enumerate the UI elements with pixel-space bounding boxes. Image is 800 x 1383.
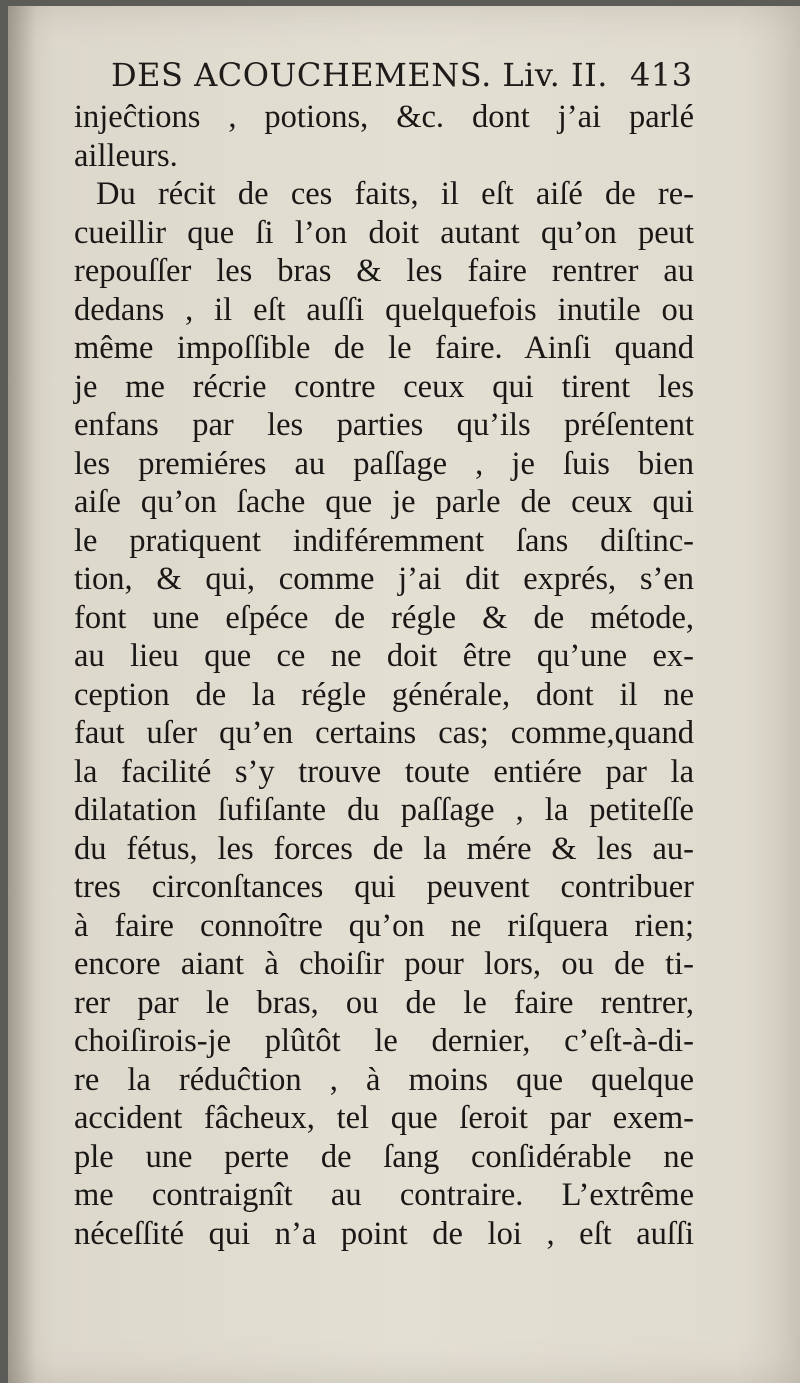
- text-line: re la réduĉtion , à moins que quelque: [74, 1061, 694, 1098]
- text-line: du fétus, les forces de la mére & les au-: [74, 830, 694, 867]
- text-line: les premiéres au paſſage , je ſuis bien: [74, 445, 694, 482]
- book-page: [8, 6, 800, 1383]
- running-header: [111, 56, 701, 94]
- body-text: [74, 98, 694, 1253]
- page-number: 413: [629, 56, 693, 94]
- text-line: encore aiant à choiſir pour lors, ou de ti-: [74, 946, 694, 982]
- running-title: DES ACOUCHEMENS. Liv. II.: [111, 56, 608, 94]
- text-line: au lieu que ce ne doit être qu’une ex-: [74, 638, 694, 674]
- text-line: cueillir que ſi l’on doit autant qu’on peut: [74, 214, 694, 251]
- text-line: Du récit de ces faits, il eſt aiſé de re-: [96, 176, 694, 212]
- text-line: le pratiquent indiféremment ſans diſtinc-: [74, 522, 694, 559]
- text-line: néceſſité qui n’a point de loi , eſt auſſi: [74, 1215, 694, 1252]
- text-line: à faire connoître qu’on ne riſquera rien;: [74, 907, 694, 944]
- text-line: aiſe qu’on ſache que je parle de ceux qui: [74, 484, 694, 520]
- text-line: dedans , il eſt auſſi quelquefois inutile ou: [74, 291, 694, 328]
- text-line: injeĉtions , potions, &c. dont j’ai parlé: [74, 99, 694, 135]
- text-line: tion, & qui, comme j’ai dit exprés, s’en: [74, 561, 694, 597]
- text-line: ailleurs.: [74, 137, 178, 174]
- text-line: font une eſpéce de régle & de métode,: [74, 599, 694, 636]
- text-line: me contraignît au contraire. L’extrême: [74, 1177, 694, 1213]
- text-line: même impoſſible de le faire. Ainſi quand: [74, 330, 694, 366]
- text-line: rer par le bras, ou de le faire rentrer,: [74, 984, 694, 1021]
- text-line: dilatation ſufiſante du paſſage , la petiteſſe: [74, 792, 694, 828]
- text-line: ple une perte de ſang conſidérable ne: [74, 1138, 694, 1175]
- text-line: tres circonſtances qui peuvent contribuer: [74, 869, 694, 905]
- text-line: accident fâcheux, tel que ſeroit par exem-: [74, 1100, 694, 1136]
- text-line: je me récrie contre ceux qui tirent les: [74, 368, 694, 405]
- text-line: la facilité s’y trouve toute entiére par la: [74, 753, 694, 790]
- text-line: enfans par les parties qu’ils préſentent: [74, 407, 694, 443]
- spine-shadow: [8, 6, 36, 1383]
- text-line: repouſſer les bras & les faire rentrer au: [74, 253, 694, 289]
- text-line: ception de la régle générale, dont il ne: [74, 676, 694, 713]
- text-line: choiſirois-je plûtôt le dernier, c’eſt-à-di-: [74, 1023, 694, 1059]
- text-line: faut uſer qu’en certains cas; comme,quand: [74, 715, 694, 751]
